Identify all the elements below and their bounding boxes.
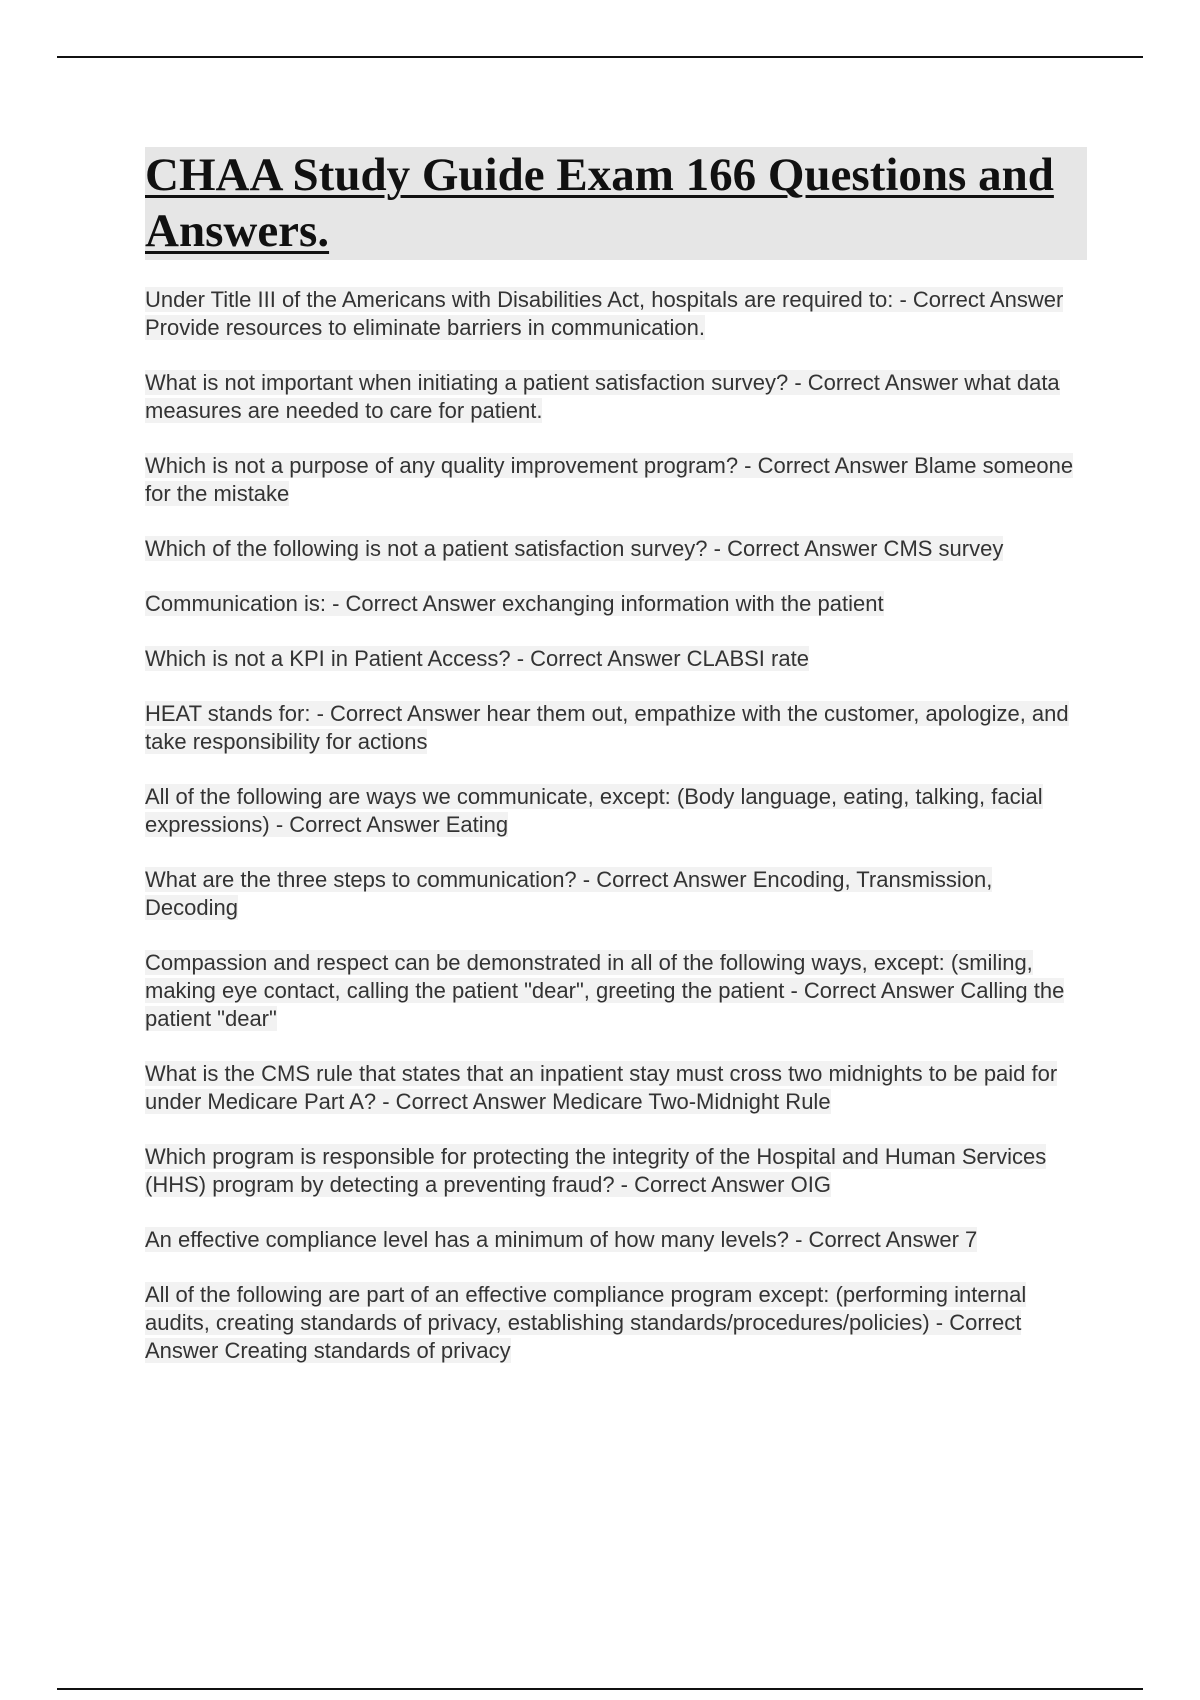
qa-text: Which is not a purpose of any quality improvement program? - Correct Answer Blame someone for the mistake (145, 453, 1074, 506)
qa-text: Which program is responsible for protecting the integrity of the Hospital and Human Services (HHS) program by detecting a preventing fraud? - Correct Answer OIG (145, 1144, 1047, 1197)
qa-item (145, 700, 1087, 756)
document-title: CHAA Study Guide Exam 166 Questions and Answers. (145, 147, 1087, 260)
qa-item (145, 369, 1087, 425)
qa-item (145, 286, 1087, 342)
qa-item (145, 645, 1087, 673)
qa-item (145, 452, 1087, 508)
qa-text: What are the three steps to communication? - Correct Answer Encoding, Transmission, Decoding (145, 867, 993, 920)
qa-text: Compassion and respect can be demonstrated in all of the following ways, except: (smiling, making eye contact, calling the patient "dear", greeting the patient - Correct Answer Calling the patient "dear" (145, 950, 1065, 1031)
qa-text: An effective compliance level has a minimum of how many levels? - Correct Answer 7 (145, 1227, 978, 1252)
qa-item (145, 949, 1087, 1033)
qa-text: Communication is: - Correct Answer exchanging information with the patient (145, 591, 884, 616)
qa-text: Which is not a KPI in Patient Access? - Correct Answer CLABSI rate (145, 646, 809, 671)
footer-rule (57, 1688, 1143, 1690)
header-rule (57, 56, 1143, 58)
qa-text: Under Title III of the Americans with Disabilities Act, hospitals are required to: - Correct Answer Provide resources to eliminate barriers in communication. (145, 287, 1064, 340)
qa-text: Which of the following is not a patient satisfaction survey? - Correct Answer CMS survey (145, 536, 1004, 561)
qa-item (145, 1143, 1087, 1199)
qa-text: All of the following are part of an effective compliance program except: (performing internal audits, creating standards of privacy, establishing standards/procedures/policies) - Correct Answer Creating standards of privacy (145, 1282, 1027, 1363)
qa-text: HEAT stands for: - Correct Answer hear them out, empathize with the customer, apologize, and take responsibility for actions (145, 701, 1069, 754)
qa-text: What is not important when initiating a patient satisfaction survey? - Correct Answer what data measures are needed to care for patient. (145, 370, 1060, 423)
qa-item (145, 590, 1087, 618)
qa-item (145, 783, 1087, 839)
qa-item (145, 1060, 1087, 1116)
qa-text: What is the CMS rule that states that an inpatient stay must cross two midnights to be paid for under Medicare Part A? - Correct Answer Medicare Two-Midnight Rule (145, 1061, 1058, 1114)
qa-item (145, 1281, 1087, 1365)
qa-item (145, 535, 1087, 563)
qa-text: All of the following are ways we communicate, except: (Body language, eating, talking, facial expressions) - Correct Answer Eating (145, 784, 1043, 837)
document-body (145, 147, 1087, 1392)
qa-list (145, 286, 1087, 1365)
qa-item (145, 1226, 1087, 1254)
qa-item (145, 866, 1087, 922)
